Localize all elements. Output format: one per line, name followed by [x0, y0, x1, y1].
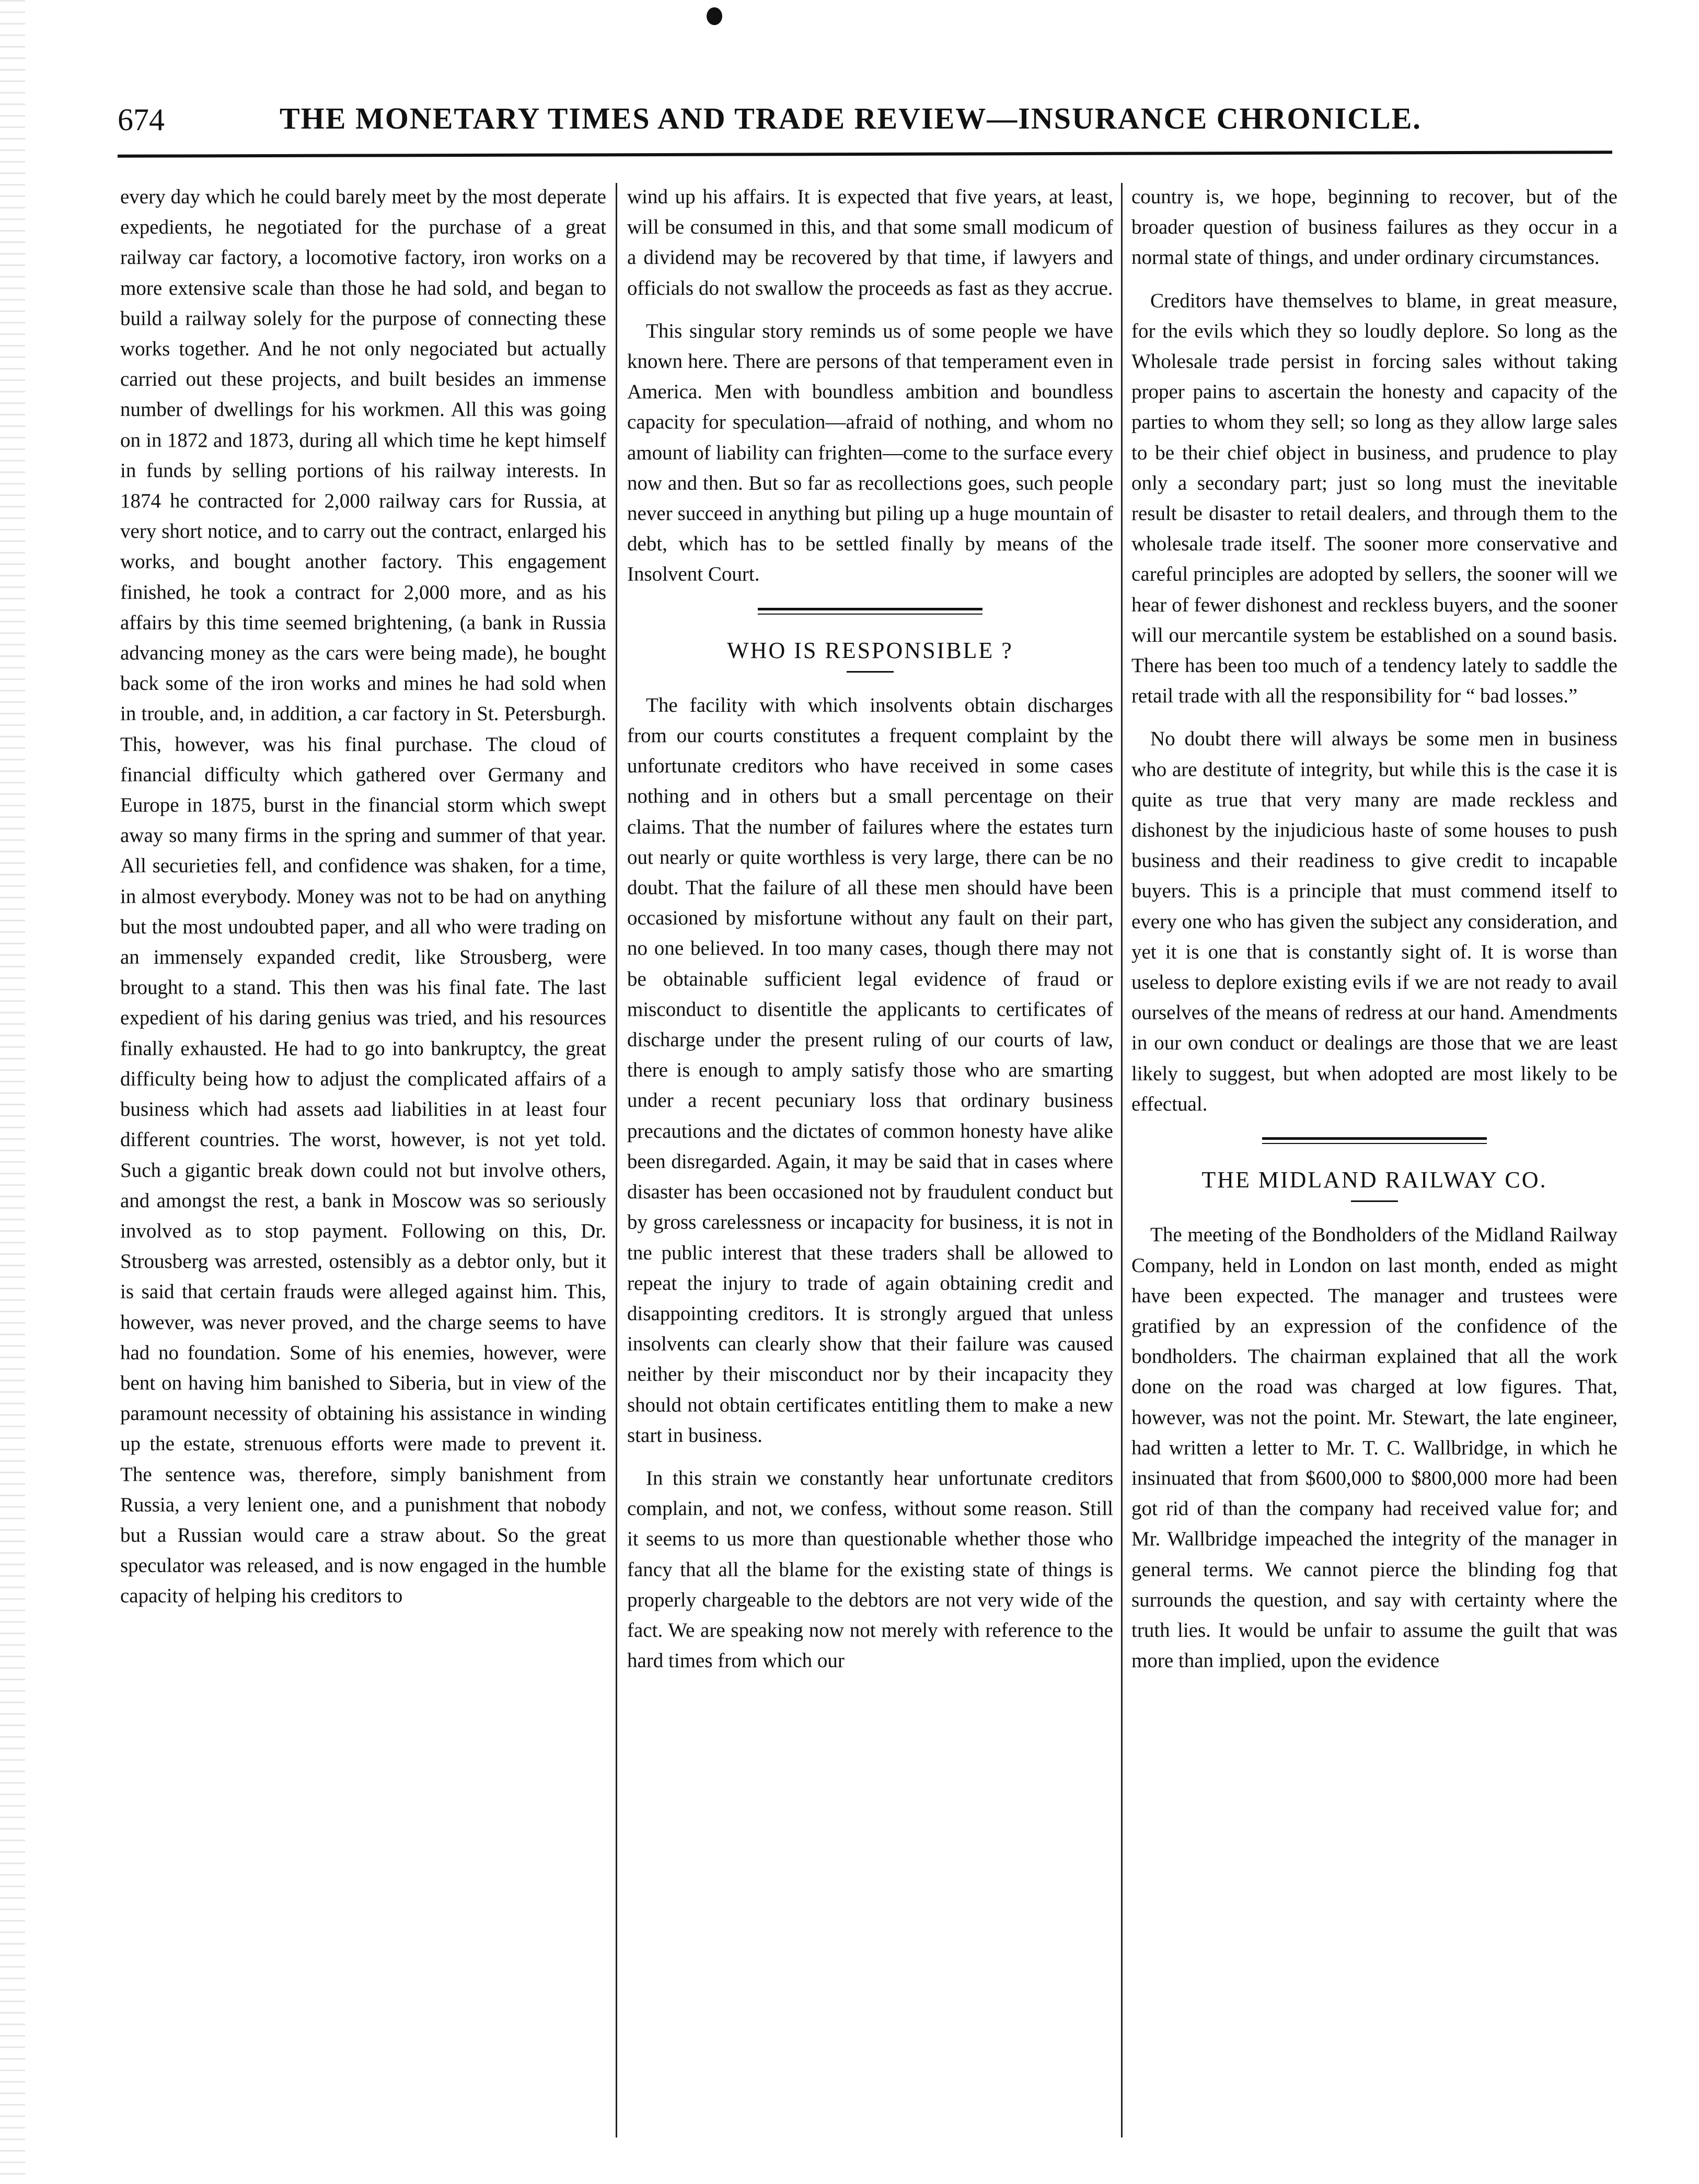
article-heading: THE MIDLAND RAILWAY CO. [1201, 1167, 1547, 1193]
paragraph: The meeting of the Bondholders of the Midland Railway Company, held in London on last month, ended as might have been expected. The manager and trustees were gratified by an expression of the confidence of the bondholders. The chairman explained that all the work done on the road was charged at low figures. That, however, was not the point. Mr. Stewart, the late engineer, had written a letter to Mr. T. C. Wallbridge, in which he insinuated that from $600,000 to $800,000 more had been got rid of than the company had received value for; and Mr. Wallbridge impeached the integrity of the manager in general terms. We cannot pierce the blinding fog that surrounds the question, and say with certainty where the truth lies. It would be unfair to assume the guilt that was more than implied, upon the evidence [1131, 1223, 1617, 1672]
paragraph: No doubt there will always be some men in business who are destitute of integrity, but while this is the case it is quite as true that very many are made reckless and dishonest by the injudicious haste of some houses to push business and their readiness to give credit to incapable buyers. This is a principle that must commend itself to every one who has given the subject any consideration, and yet it is one that is constantly sight of. It is worse than useless to deplore existing evils if we are not ready to avail ourselves of the means of redress at our hand. Amendments in our own conduct or dealings are those that we are least likely to suggest, but when adopted are most likely to be effectual. [1131, 727, 1617, 1115]
paragraph: The facility with which insolvents obtain discharges from our courts constitutes a frequent complaint by the unfortunate creditors who have received in some cases nothing and in others but a small percentage on their claims. That the number of failures where the estates turn out nearly or quite worthless is very large, there can be no doubt. That the failure of all these men should have been occasioned by misfortune without any fault on their part, no one believed. In too many cases, though there may not be obtainable sufficient legal evidence of fraud or misconduct to disentitle the applicants to certificates of discharge under the present ruling of our courts of law, there is enough to amply satisfy those who are smarting under a recent pecuniary loss that ordinary business precautions and the dictates of common honesty have alike been disregarded. Again, it may be said that in cases where disaster has been occasioned not by fraudulent conduct but by gross carelessness or incapacity for business, it is not in tne public interest that these traders shall be allowed to repeat the injury to trade of again obtaining credit and disappointing creditors. It is strongly argued that unless insolvents can clearly show that their failure was caused neither by their misconduct nor by their incapacity they should not obtain certificates entitling them to make a new start in business. [627, 694, 1113, 1447]
column-3 [1131, 182, 1617, 2168]
paragraph: country is, we hope, beginning to recover, but of the broader question of business failures as they occur in a normal state of things, and under ordinary circumstances. [1131, 186, 1617, 269]
column-divider [616, 183, 617, 2137]
paragraph: This singular story reminds us of some people we have known here. There are persons of that temperament even in America. Men with boundless ambition and boundless capacity for speculation—afraid of nothing, and whom no amount of liability can frighten—come to the surface every now and then. But so far as recollections goes, such people never succeed in anything but piling up a huge mountain of debt, which has to be settled finally by means of the Insolvent Court. [627, 319, 1113, 586]
running-title: THE MONETARY TIMES AND TRADE REVIEW—INSURANCE CHRONICLE. [280, 101, 1421, 135]
paragraph: Creditors have themselves to blame, in great measure, for the evils which they so loudly deplore. So long as the Wholesale trade persist in forcing sales without taking proper pains to ascertain the honesty and capacity of the parties to whom they sell; so long as they allow large sales to be their chief object in business, and prudence to play only a secondary part; just so long must the inevitable result be disaster to retail dealers, and through them to the wholesale trade itself. The sooner more conservative and careful principles are adopted by sellers, the sooner will we hear of fewer dishonest and reckless buyers, and the sooner will our mercantile system be established on a sound basis. There has been too much of a tendency lately to saddle the retail trade with all the responsibility for “ bad losses.” [1131, 289, 1617, 708]
column-divider [1121, 183, 1123, 2137]
header-rule [118, 151, 1612, 157]
paragraph: every day which he could barely meet by the most deperate expedients, he negotiated for the purchase of a great railway car factory, a locomotive factory, iron works on a more extensive scale than those he had sold, and began to build a railway solely for the purpose of connecting these works together. And he not only negociated but actually carried out these projects, and built besides an immense number of dwellings for his workmen. All this was going on in 1872 and 1873, during all which time he kept himself in funds by selling portions of his railway interests. In 1874 he contracted for 2,000 railway cars for Russia, at very short notice, and to carry out the contract, enlarged his works, and bought another factory. This engagement finished, he took a contract for 2,000 more, and as his affairs by this time seemed brightening, (a bank in Russia advancing money as the cars were being made), he bought back some of the iron works and mines he had sold when in trouble, and, in addition, a car factory in St. Petersburgh. This, however, was his final purchase. The cloud of financial difficulty which gathered over Germany and Europe in 1875, burst in the financial storm which swept away so many firms in the spring and summer of that year. All securieties fell, and confidence was shaken, for a time, in almost everybody. Money was not to be had on anything but the most undoubted paper, and all who were trading on an immensely expanded credit, like Strousberg, were brought to a stand. This then was his final fate. The last expedient of his daring genius was tried, and his resources finally exhausted. He had to go into bankruptcy, the great difficulty being how to adjust the complicated affairs of a business which had assets aad liabilities in at least four different countries. The worst, however, is not yet told. Such a gigantic break down could not but involve others, and amongst the rest, a bank in Moscow was so seriously involved as to stop payment. Following on this, Dr. Strousberg was arrested, ostensibly as a debtor only, but it is said that certain frauds were alleged against him. This, however, was never proved, and the charge seems to have had no foundation. Some of his enemies, however, were bent on having him banished to Siberia, but in view of the paramount necessity of obtaining his assistance in winding up the estate, strenuous efforts were made to prevent it. The sentence was, therefore, simply banishment from Russia, a very lenient one, and a punishment that nobody but a Russian would care a straw about. So the great speculator was released, and is now engaged in the humble capacity of helping his creditors to [120, 186, 606, 1608]
ink-dot-mark [707, 7, 722, 25]
column-1 [120, 182, 606, 2168]
heading-rule [847, 671, 894, 673]
scanned-page-edge [0, 0, 25, 2184]
page-header [118, 97, 1612, 144]
page-number: 674 [118, 102, 165, 137]
section-divider [1262, 1137, 1487, 1144]
paragraph: In this strain we constantly hear unfortunate creditors complain, and not, we confess, without some reason. Still it seems to us more than questionable whether those who fancy that all the blame for the existing state of things is properly chargeable to the debtors are not very wide of the fact. We are speaking now not merely with reference to the hard times from which our [627, 1466, 1113, 1672]
column-2 [627, 182, 1113, 2168]
article-heading: WHO IS RESPONSIBLE ? [727, 637, 1013, 663]
heading-rule [1351, 1200, 1398, 1202]
section-divider [758, 608, 983, 615]
paragraph: wind up his affairs. It is expected that five years, at least, will be consumed in this, and that some small modicum of a dividend may be recovered by that time, if lawyers and officials do not swallow the proceeds as fast as they accrue. [627, 186, 1113, 299]
